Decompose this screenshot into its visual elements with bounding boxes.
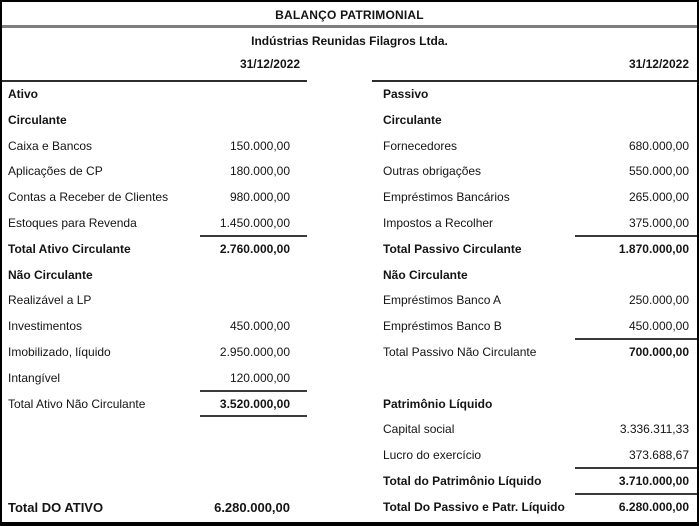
column-gap: [307, 82, 372, 108]
liability-row-label: Impostos a Recolher: [383, 215, 494, 230]
column-gap: [307, 417, 372, 443]
asset-row-label: Total DO ATIVO: [8, 499, 104, 515]
column-gap: [307, 211, 372, 237]
liability-row-label: Passivo: [383, 87, 429, 101]
column-gap: [307, 288, 372, 314]
column-gap: [307, 340, 372, 366]
asset-row-value: 150.000,00: [229, 138, 290, 153]
column-gap: [307, 185, 372, 211]
asset-row-label: Aplicações de CP: [8, 164, 103, 179]
liability-row-value: 373.688,67: [575, 443, 697, 469]
liability-row-value: 700.000,00: [628, 344, 689, 359]
liability-row-label: Total Passivo Não Circulante: [383, 344, 537, 359]
asset-row-value: 980.000,00: [229, 190, 290, 205]
asset-row-value: 2.760.000,00: [219, 241, 290, 256]
column-gap: [307, 314, 372, 340]
column-gap: [307, 469, 372, 495]
asset-row-value: [200, 417, 307, 443]
liability-row-label: Fornecedores: [383, 138, 458, 153]
asset-row-label: Total Ativo Não Circulante: [8, 396, 146, 411]
liability-row-label: Patrimônio Líquido: [383, 396, 493, 411]
asset-row-label: Ativo: [8, 87, 38, 101]
date-left: 31/12/2022: [2, 51, 307, 82]
column-gap: [307, 366, 372, 392]
liability-row-value: [575, 108, 697, 134]
asset-row-label: Total Ativo Circulante: [8, 241, 131, 256]
liability-row-label: Total Do Passivo e Patr. Líquido: [383, 499, 565, 514]
liability-row-label: Capital social: [383, 422, 455, 437]
liability-row-label: Lucro do exercício: [383, 448, 482, 463]
asset-row-value: 6.280.000,00: [214, 499, 290, 515]
asset-row-label: Imobilizado, líquido: [8, 344, 111, 359]
balance-table: [2, 82, 697, 521]
liability-row-label: Empréstimos Banco B: [383, 319, 502, 334]
asset-row-label: Intangível: [8, 370, 61, 385]
asset-row-label: Investimentos: [8, 319, 83, 334]
liability-row-value: [575, 263, 697, 289]
liability-row-value: 3.710.000,00: [575, 469, 697, 495]
liability-row-label: Circulante: [383, 112, 442, 127]
asset-row-value: [200, 82, 307, 108]
column-gap: [307, 392, 372, 418]
asset-row-value: [200, 108, 307, 134]
liability-row-value: 680.000,00: [628, 138, 689, 153]
column-gap: [307, 237, 372, 263]
liability-row-value: 375.000,00: [575, 211, 697, 237]
date-header-gap: [307, 51, 372, 82]
liability-row-label: Não Circulante: [383, 267, 468, 282]
asset-row-value: 120.000,00: [200, 366, 307, 392]
asset-row-label: Não Circulante: [8, 267, 93, 282]
liability-row-value: 6.280.000,00: [618, 499, 689, 514]
liability-row-value: 550.000,00: [628, 164, 689, 179]
asset-row-value: 450.000,00: [229, 319, 290, 334]
liability-row-label: Outras obrigações: [383, 164, 482, 179]
asset-row-label: Circulante: [8, 112, 67, 127]
column-gap: [307, 263, 372, 289]
asset-row-value: 3.520.000,00: [200, 392, 307, 418]
asset-row-label: Contas a Receber de Clientes: [8, 190, 169, 205]
document-title: BALANÇO PATRIMONIAL: [2, 2, 697, 28]
date-header-row: [2, 51, 697, 82]
liability-row-label: Empréstimos Banco A: [383, 293, 502, 308]
asset-row-label: [2, 469, 200, 495]
liability-row-label: Total do Patrimônio Líquido: [383, 473, 542, 488]
liability-row-value: 450.000,00: [575, 314, 697, 340]
liability-row-value: 250.000,00: [628, 293, 689, 308]
liability-row-label: Empréstimos Bancários: [383, 190, 510, 205]
asset-row-value: [200, 288, 307, 314]
liability-row-value: 265.000,00: [628, 190, 689, 205]
column-gap: [307, 443, 372, 469]
company-name: Indústrias Reunidas Filagros Ltda.: [251, 34, 448, 48]
asset-row-label: Realizável a LP: [8, 293, 92, 308]
asset-row-label: [2, 417, 200, 443]
column-gap: [307, 495, 372, 521]
asset-row-value: [200, 263, 307, 289]
column-gap: [307, 108, 372, 134]
liability-row-value: 3.336.311,33: [619, 422, 689, 437]
liability-row-value: [575, 82, 697, 108]
column-gap: [307, 134, 372, 160]
liability-row-value: 1.870.000,00: [618, 241, 689, 256]
liability-row-value: [575, 366, 697, 392]
asset-row-label: Caixa e Bancos: [8, 138, 93, 153]
asset-row-label: [2, 443, 200, 469]
asset-row-value: 180.000,00: [229, 164, 290, 179]
column-gap: [307, 159, 372, 185]
asset-row-value: [200, 443, 307, 469]
liability-row-label: Total Passivo Circulante: [383, 241, 522, 256]
asset-row-value: [200, 469, 307, 495]
liability-row-value: [575, 392, 697, 418]
asset-row-value: 2.950.000,00: [219, 344, 290, 359]
asset-row-value: 1.450.000,00: [200, 211, 307, 237]
date-right: 31/12/2022: [372, 51, 697, 82]
asset-row-label: Estoques para Revenda: [8, 215, 137, 230]
liability-row-label: [372, 366, 575, 392]
